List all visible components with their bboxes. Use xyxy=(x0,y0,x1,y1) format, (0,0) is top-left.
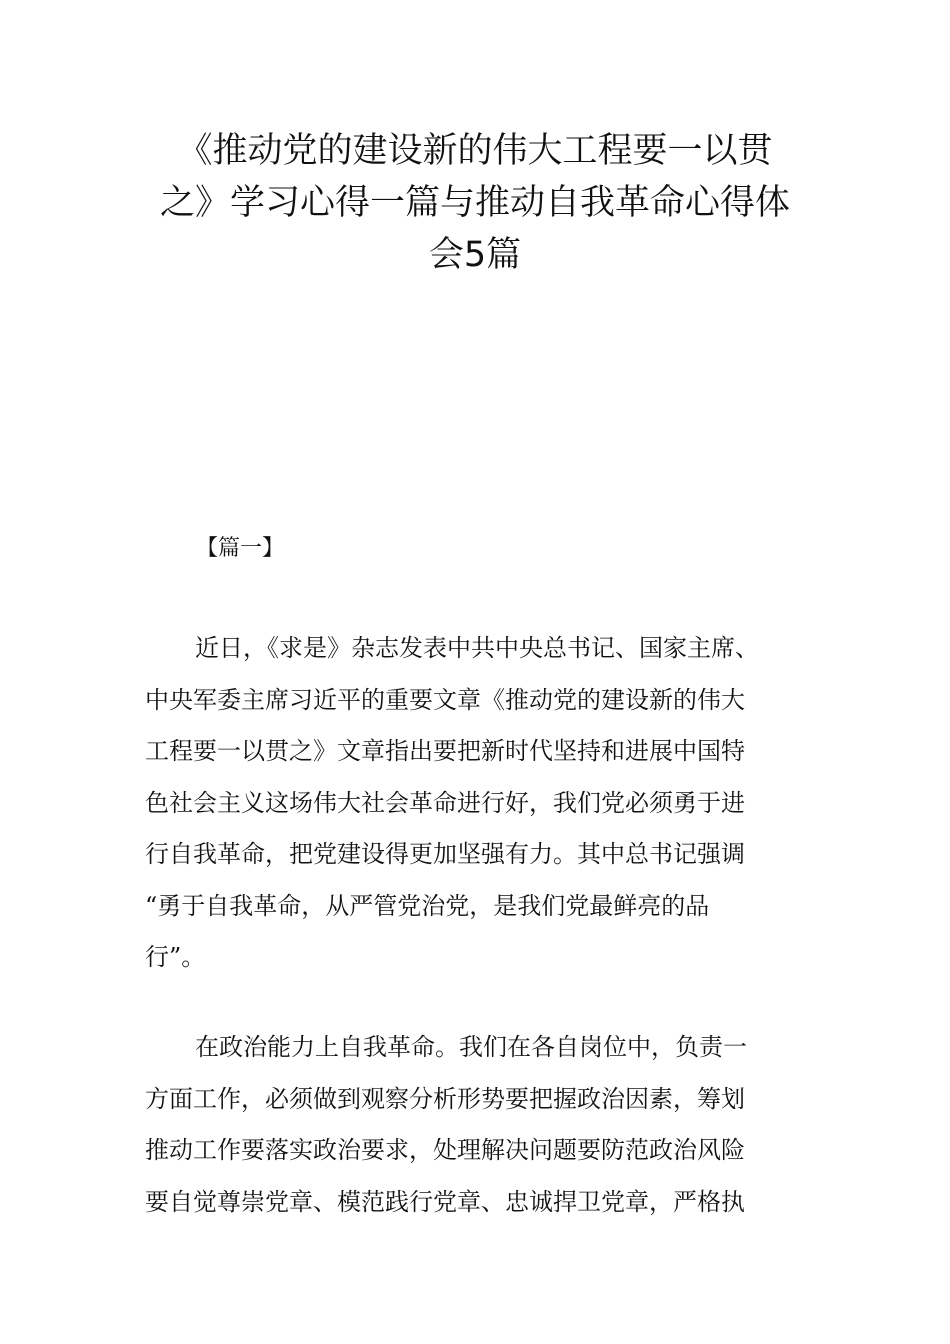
paragraph-1 xyxy=(145,623,815,984)
paragraph-2 xyxy=(145,1022,815,1228)
text-line: 方面工作，必须做到观察分析形势要把握政治因素，筹划 xyxy=(145,1084,745,1113)
title-line: 会5篇 xyxy=(428,235,522,275)
text-line: 在政治能力上自我革命。我们在各自岗位中，负责一 xyxy=(195,1033,747,1061)
text-line: 色社会主义这场伟大社会革命进行好，我们党必须勇于进 xyxy=(145,788,745,817)
text-line: 工程要一以贯之》文章指出要把新时代坚持和进展中国特 xyxy=(145,737,745,765)
text-line: 近日，《求是》杂志发表中共中央总书记、国家主席、 xyxy=(195,634,759,662)
text-line: 推动工作要落实政治要求，处理解决问题要防范政治风险 xyxy=(145,1136,745,1164)
text-line: 行”。 xyxy=(145,943,206,971)
text-line: 中央军委主席习近平的重要文章《推动党的建设新的伟大 xyxy=(145,685,745,714)
title-line: 《推动党的建设新的伟大工程要一以贯 xyxy=(177,131,773,171)
text-line: 行自我革命，把党建设得更加坚强有力。其中总书记强调 xyxy=(145,840,745,868)
text-line: “勇于自我革命，从严管党治党，是我们党最鲜亮的品 xyxy=(145,891,710,920)
section-label: 【篇一】 xyxy=(196,536,285,561)
document-title xyxy=(120,125,830,281)
title-line: 之》学习心得一篇与推动自我革命心得体 xyxy=(159,183,790,223)
text-line: 要自觉尊崇党章、模范践行党章、忠诚捍卫党章，严格执 xyxy=(145,1187,745,1216)
